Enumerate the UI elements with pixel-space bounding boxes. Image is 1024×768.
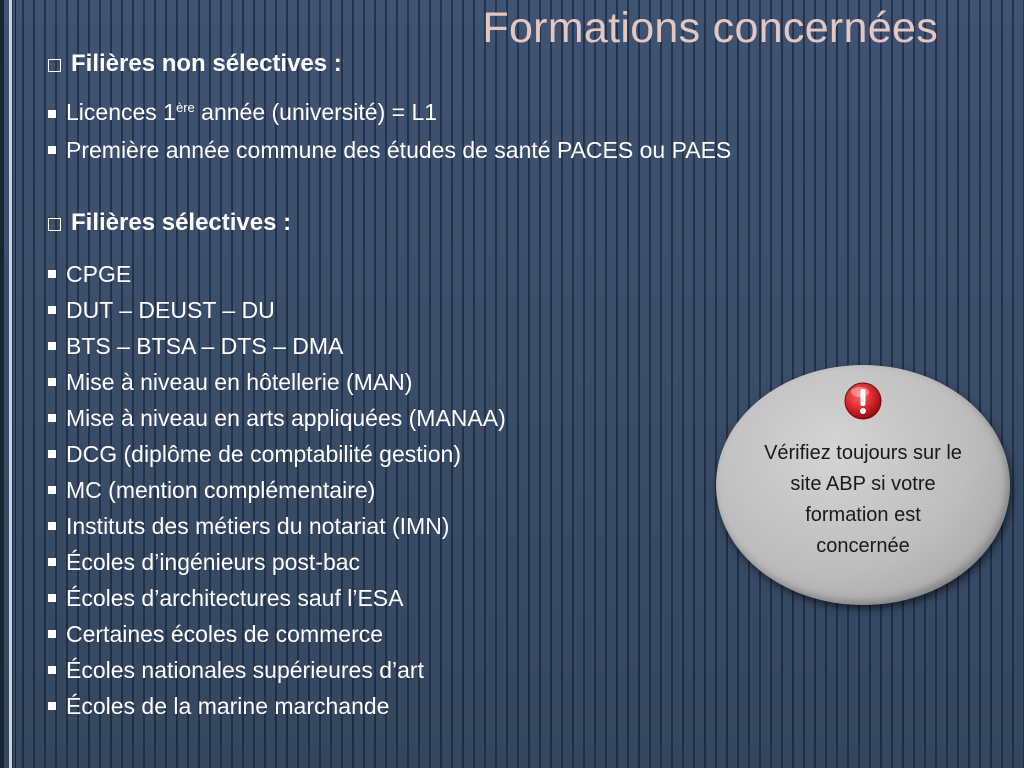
left-border-light [9, 0, 12, 768]
list-item [48, 132, 731, 168]
square-bullet-icon [48, 450, 56, 458]
list-item-text: Écoles d’architectures sauf l’ESA [66, 585, 404, 611]
callout-line: formation est [805, 504, 921, 526]
list-item-text: Écoles nationales supérieures d’art [66, 657, 424, 683]
square-bullet-icon [48, 270, 56, 278]
callout-bubble [716, 365, 1010, 605]
section-heading-non-selective [48, 50, 342, 78]
list-item-text: Instituts des métiers du notariat (IMN) [66, 513, 450, 539]
list-item-text: Certaines écoles de commerce [66, 621, 384, 647]
list-item [48, 292, 506, 328]
section-heading-text: Filières non sélectives : [71, 50, 342, 77]
selective-list [48, 256, 506, 724]
list-item-text: Première année commune des études de santé PACES ou PAES [66, 137, 732, 163]
list-item [48, 96, 731, 132]
callout-line: Vérifiez toujours sur le [764, 442, 962, 464]
exclamation-warning-icon [844, 382, 882, 420]
list-item [48, 436, 506, 472]
square-bullet-icon [48, 342, 56, 350]
callout-line: concernée [816, 535, 910, 557]
square-bullet-icon [48, 558, 56, 566]
list-item-text: MC (mention complémentaire) [66, 477, 376, 503]
list-item [48, 508, 506, 544]
list-item-text: DCG (diplôme de comptabilité gestion) [66, 441, 462, 467]
list-item [48, 544, 506, 580]
list-item [48, 328, 506, 364]
checkbox-bullet-icon [48, 218, 61, 231]
square-bullet-icon [48, 110, 56, 118]
list-item-text: Mise à niveau en hôtellerie (MAN) [66, 369, 413, 395]
list-item [48, 256, 506, 292]
square-bullet-icon [48, 306, 56, 314]
list-item [48, 652, 506, 688]
list-item-text: DUT – DEUST – DU [66, 297, 275, 323]
square-bullet-icon [48, 630, 56, 638]
list-item [48, 616, 506, 652]
list-item-text: Écoles d’ingénieurs post-bac [66, 549, 361, 575]
non-selective-list [48, 96, 731, 168]
square-bullet-icon [48, 594, 56, 602]
square-bullet-icon [48, 414, 56, 422]
list-item [48, 400, 506, 436]
list-item [48, 580, 506, 616]
square-bullet-icon [48, 378, 56, 386]
square-bullet-icon [48, 486, 56, 494]
left-border-dark [0, 0, 4, 768]
list-item-text: Écoles de la marine marchande [66, 693, 390, 719]
section-heading-text: Filières sélectives : [71, 209, 292, 236]
section-heading-selective [48, 209, 291, 237]
checkbox-bullet-icon [48, 59, 61, 72]
list-item [48, 688, 506, 724]
callout-line: site ABP si votre [790, 473, 936, 495]
left-border-thin [15, 0, 16, 768]
list-item-text: Licences 1ère année (université) = L1 [66, 99, 438, 125]
square-bullet-icon [48, 522, 56, 530]
square-bullet-icon [48, 666, 56, 674]
list-item [48, 364, 506, 400]
square-bullet-icon [48, 146, 56, 154]
list-item-text: CPGE [66, 261, 132, 287]
list-item-text: Mise à niveau en arts appliquées (MANAA) [66, 405, 506, 431]
square-bullet-icon [48, 702, 56, 710]
callout-text [738, 438, 988, 562]
list-item-text: BTS – BTSA – DTS – DMA [66, 333, 344, 359]
slide-title: Formations concernées [482, 4, 938, 52]
list-item [48, 472, 506, 508]
